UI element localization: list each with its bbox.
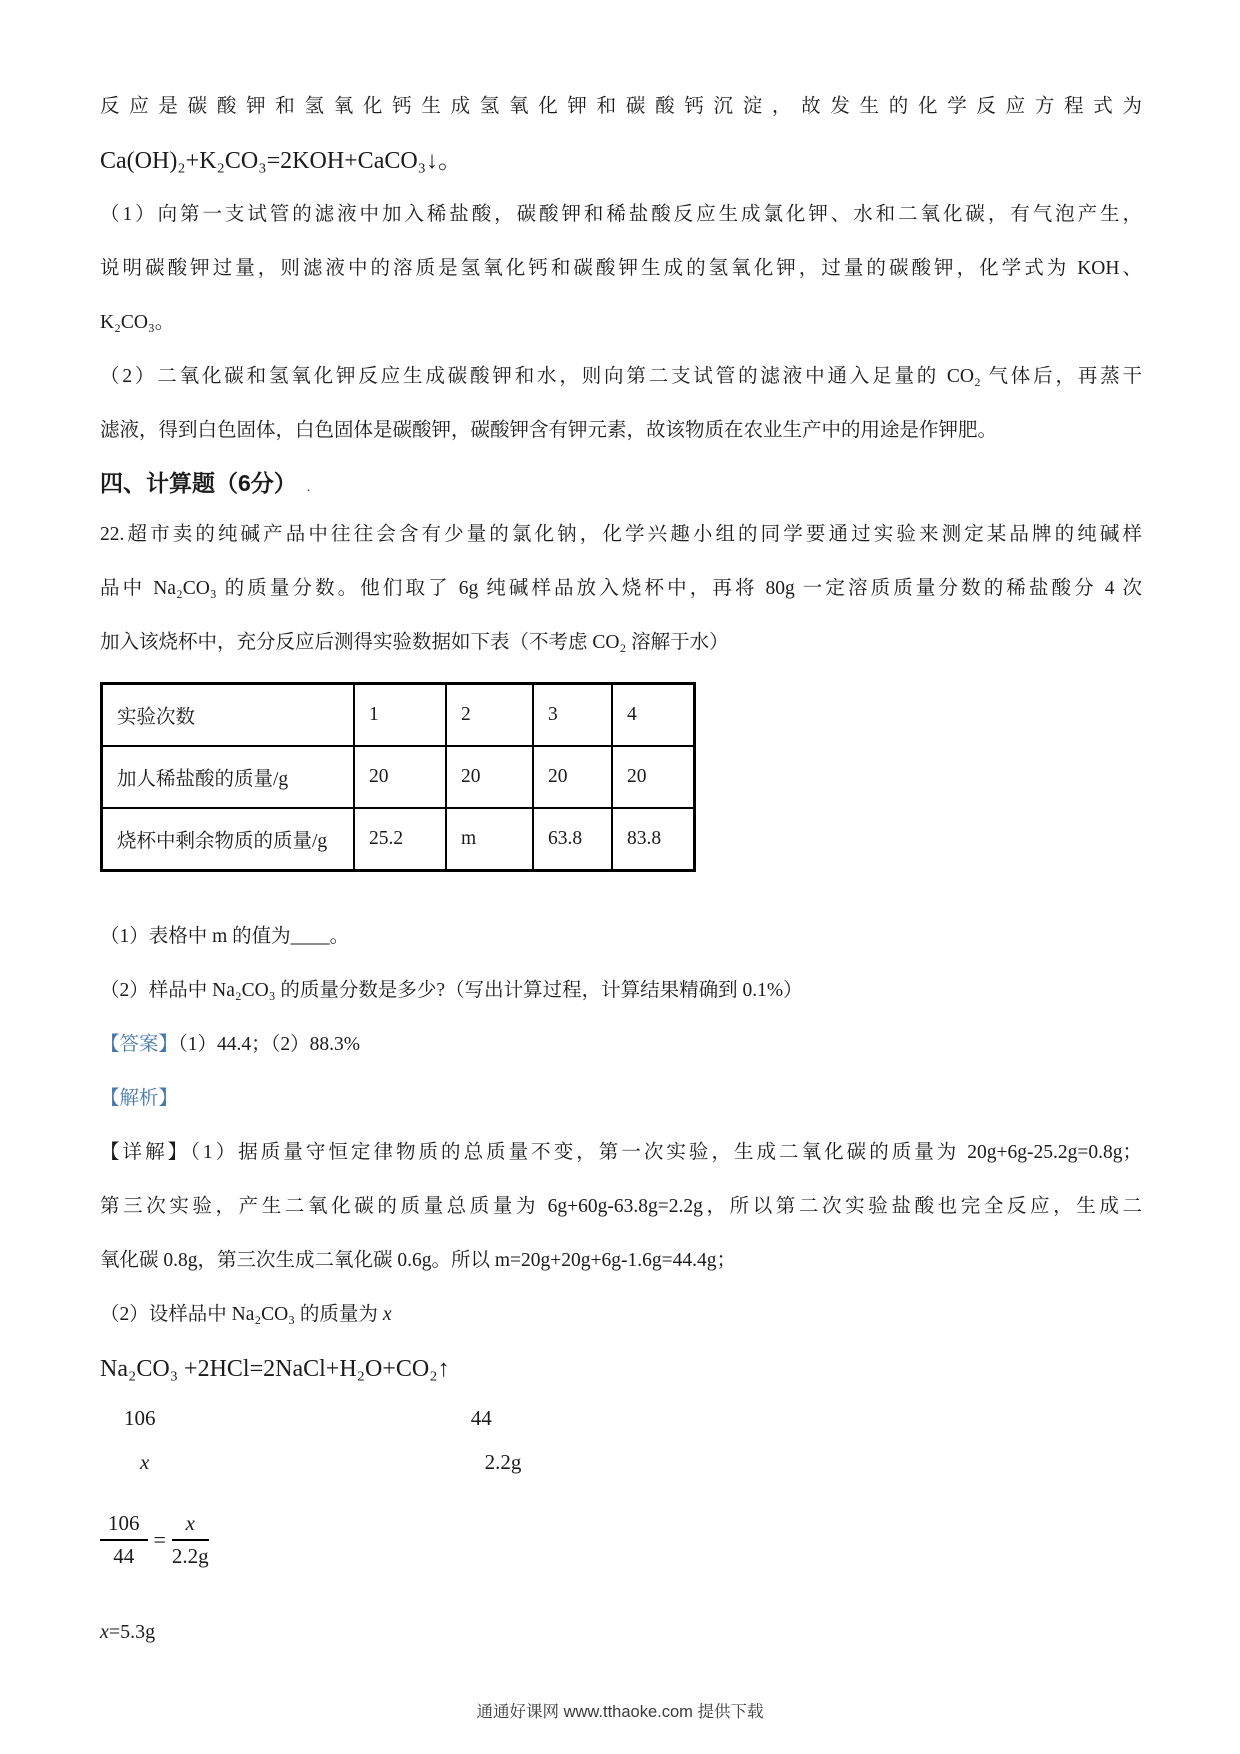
table-cell: 20 — [612, 746, 695, 808]
table-cell: 20 — [354, 746, 446, 808]
document-content — [100, 80, 1142, 1654]
table-cell: 加人稀盐酸的质量/g — [102, 746, 355, 808]
fraction-right-numerator: x — [172, 1511, 209, 1541]
part2-line-2: 滤液，得到白色固体，白色固体是碳酸钾，碳酸钾含有钾元素，故该物质在农业生产中的用途是作钾肥。 — [100, 420, 998, 441]
part1-line-2: 说明碳酸钾过量，则滤液中的溶质是氢氧化钙和碳酸钾生成的氢氧化钾，过量的碳酸钾，化学式为 KOH、 — [100, 258, 1142, 279]
table-row — [102, 746, 695, 808]
table-cell: 83.8 — [612, 808, 695, 871]
detail-line-4-prefix: （2）设样品中 Na₂CO₃ 的质量为 — [100, 1304, 383, 1325]
unknown-row — [100, 1440, 1142, 1484]
detail-tag: 【详解】 — [100, 1142, 191, 1163]
fraction-left-denominator: 44 — [113, 1544, 135, 1568]
unknown-x-symbol: x — [382, 1304, 392, 1325]
q22-line-2: 品中 Na₂CO₃ 的质量分数。他们取了 6g 纯碱样品放入烧杯中，再将 80g 一定溶质质量分数的稀盐酸分 4 次 — [100, 578, 1142, 599]
table-cell: 实验次数 — [102, 684, 355, 747]
section-heading-text: 四、计算题（6分） — [100, 470, 297, 496]
fraction-left — [100, 1511, 148, 1569]
answer-tag: 【答案】 — [100, 1034, 179, 1055]
molar-mass-row — [100, 1396, 1142, 1440]
table-cell: 20 — [533, 746, 612, 808]
section-heading — [100, 458, 1142, 508]
detail-line-1 — [100, 1126, 1142, 1180]
footer-text: 通通好课网 www.tthaoke.com 提供下载 — [476, 1703, 764, 1721]
q22-line-3: 加入该烧杯中，充分反应后测得实验数据如下表（不考虑 CO₂ 溶解于水） — [100, 632, 729, 653]
unknown-x: x — [140, 1450, 150, 1474]
result-value: =5.3g — [108, 1621, 156, 1643]
q22-line-1: 22.超市卖的纯碱产品中往往会含有少量的氯化钠，化学兴趣小组的同学要通过实验来测定某品牌的纯碱样 — [100, 524, 1142, 545]
molar-mass-106: 106 — [124, 1406, 156, 1430]
known-mass: 2.2g — [484, 1450, 522, 1474]
result-line — [100, 1610, 1142, 1654]
table-cell: 25.2 — [354, 808, 446, 871]
table-cell: 2 — [446, 684, 533, 747]
intro-line: 反应是碳酸钾和氢氧化钙生成氢氧化钾和碳酸钙沉淀，故发生的化学反应方程式为 — [100, 96, 1142, 117]
fraction-right — [172, 1511, 209, 1569]
table-cell: 烧杯中剩余物质的质量/g — [102, 808, 355, 871]
detail-line-4 — [100, 1288, 1142, 1342]
proportion-equation — [100, 1498, 1142, 1582]
chem-equation-na2co3: Na₂CO₃ +2HCl=2NaCl+H₂O+CO₂↑ — [100, 1356, 450, 1382]
detail-line-2: 第三次实验，产生二氧化碳的质量总质量为 6g+60g-63.8g=2.2g，所以第二次实验盐酸也完全反应，生成二 — [100, 1196, 1142, 1217]
detail-line-3: 氧化碳 0.8g，第三次生成二氧化碳 0.6g。所以 m=20g+20g+6g-1.6g=44.4g； — [100, 1250, 737, 1271]
table-cell: m — [446, 808, 533, 871]
table-cell: 63.8 — [533, 808, 612, 871]
analysis-tag: 【解析】 — [100, 1088, 179, 1109]
chem-equation-caoh2: Ca(OH)₂+K₂CO₃=2KOH+CaCO₃↓。 — [100, 148, 463, 174]
fraction-left-numerator: 106 — [100, 1511, 148, 1541]
experiment-data-table — [100, 682, 696, 872]
molar-mass-44: 44 — [470, 1406, 492, 1430]
question-2: （2）样品中 Na₂CO₃ 的质量分数是多少?（写出计算过程，计算结果精确到 0.1%） — [100, 980, 803, 1001]
heading-end-dot: . — [306, 478, 311, 494]
equals-sign: = — [153, 1527, 166, 1552]
analysis-line — [100, 1072, 1142, 1126]
table-cell: 3 — [533, 684, 612, 747]
fraction-right-denominator: 2.2g — [171, 1544, 209, 1568]
part1-line-3: K₂CO₃。 — [100, 312, 175, 333]
part1-line-1: （1）向第一支试管的滤液中加入稀盐酸，碳酸钾和稀盐酸反应生成氯化钾、水和二氧化碳，有气泡产生， — [100, 204, 1142, 225]
answer-text: （1）44.4；（2）88.3% — [178, 1034, 361, 1055]
detail-text-1: （1）据质量守恒定律物质的总质量不变，第一次实验，生成二氧化碳的质量为 20g+6g-25.2g=0.8g； — [190, 1142, 1142, 1163]
table-cell: 4 — [612, 684, 695, 747]
question-1: （1）表格中 m 的值为____。 — [100, 926, 350, 947]
result-x: x — [100, 1621, 109, 1643]
table-cell: 20 — [446, 746, 533, 808]
table-row — [102, 684, 695, 747]
part2-line-1: （2）二氧化碳和氢氧化钾反应生成碳酸钾和水，则向第二支试管的滤液中通入足量的 CO₂ 气体后，再蒸干 — [100, 366, 1142, 387]
answer-line — [100, 1018, 1142, 1072]
table-cell: 1 — [354, 684, 446, 747]
table-row — [102, 808, 695, 871]
